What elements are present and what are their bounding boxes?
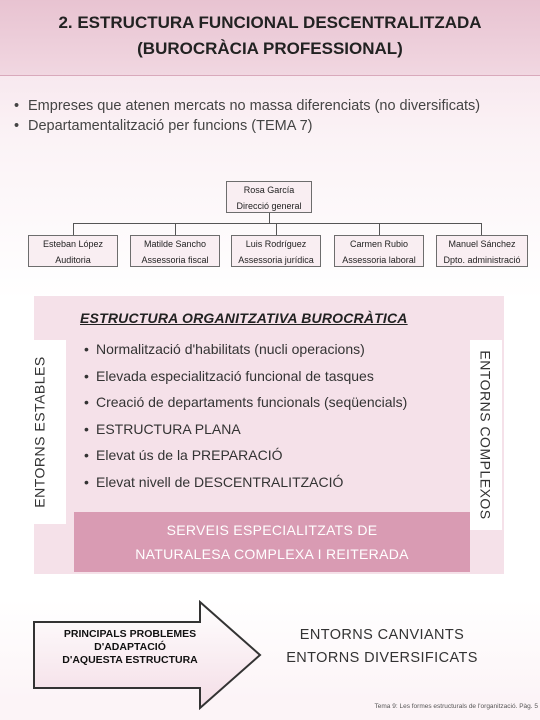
feature-item xyxy=(84,363,464,390)
feature-item xyxy=(84,336,464,363)
bullet-icon: • xyxy=(14,118,20,134)
org-person-name: Matilde Sancho xyxy=(143,239,207,249)
feature-item xyxy=(84,442,464,469)
diversified-environments: ENTORNS DIVERSIFICATS xyxy=(286,650,478,666)
org-person-name: Esteban López xyxy=(42,239,104,249)
connector-line xyxy=(379,223,380,235)
bullet-icon: • xyxy=(84,473,89,490)
services-line-2: NATURALESA COMPLEXA I REITERADA xyxy=(135,546,409,562)
page-title-line-1: 2. ESTRUCTURA FUNCIONAL DESCENTRALITZADA xyxy=(58,13,482,32)
feature-item xyxy=(84,416,464,443)
page-title-line-2: (BUROCRÀCIA PROFESSIONAL) xyxy=(137,39,403,58)
intro-bullet-text: Departamentalització per funcions (TEMA 7) xyxy=(28,118,313,134)
bullet-icon: • xyxy=(84,420,89,437)
environments-block xyxy=(262,624,502,670)
org-person-role: Assessoria fiscal xyxy=(141,255,209,265)
feature-text: ESTRUCTURA PLANA xyxy=(96,420,241,437)
arrow-text xyxy=(38,628,222,667)
arrow-text-line-2: D'ADAPTACIÓ xyxy=(94,641,166,653)
feature-text: Elevat ús de la PREPARACIÓ xyxy=(96,447,283,463)
feature-text: Creació de departaments funcionals (seqüencials) xyxy=(96,394,408,410)
org-person-role: Direcció general xyxy=(236,201,302,211)
org-box-director xyxy=(226,181,312,213)
complex-environments-label: ENTORNS COMPLEXOS xyxy=(478,350,494,520)
panel-heading: ESTRUCTURA ORGANITZATIVA BUROCRÀTICA xyxy=(80,310,408,326)
connector-line xyxy=(73,223,74,235)
org-box-assessoria-juridica xyxy=(231,235,321,267)
feature-text: Normalització d'habilitats (nucli operacions) xyxy=(96,341,365,357)
org-person-name: Carmen Rubio xyxy=(349,239,409,249)
bullet-icon: • xyxy=(84,394,89,410)
feature-item xyxy=(84,469,464,496)
arrow-text-line-3: D'AQUESTA ESTRUCTURA xyxy=(62,654,198,666)
connector-line xyxy=(73,223,481,224)
feature-text: Elevat nivell de DESCENTRALITZACIÓ xyxy=(96,473,344,490)
page-footer: Tema 9: Les formes estructurals de l'organització. Pàg. 5 xyxy=(374,703,538,710)
services-line-1: SERVEIS ESPECIALITZATS DE xyxy=(166,522,378,538)
org-person-role: Dpto. administració xyxy=(443,255,521,265)
connector-line xyxy=(481,223,482,235)
org-person-name: Manuel Sánchez xyxy=(448,239,516,249)
bullet-icon: • xyxy=(14,98,20,114)
changing-environments: ENTORNS CANVIANTS xyxy=(299,627,465,643)
connector-line xyxy=(276,223,277,235)
bullet-icon: • xyxy=(84,341,89,357)
feature-list xyxy=(84,336,464,495)
bullet-icon: • xyxy=(84,367,89,384)
org-chart xyxy=(0,0,540,300)
stable-environments-label: ENTORNS ESTABLES xyxy=(32,356,49,508)
complex-environments-label-box xyxy=(470,340,502,530)
connector-line xyxy=(175,223,176,235)
feature-item xyxy=(84,389,464,416)
org-person-name: Rosa García xyxy=(243,185,295,195)
services-bar xyxy=(74,512,470,572)
bullet-icon: • xyxy=(84,447,89,463)
arrow-text-line-1: PRINCIPALS PROBLEMES xyxy=(63,628,197,640)
org-box-auditoria xyxy=(28,235,118,267)
org-person-role: Assessoria jurídica xyxy=(238,255,314,265)
org-box-assessoria-laboral xyxy=(334,235,424,267)
org-box-assessoria-fiscal xyxy=(130,235,220,267)
org-person-role: Auditoria xyxy=(55,255,91,265)
org-person-role: Assessoria laboral xyxy=(342,255,416,265)
stable-environments-label-box xyxy=(14,340,66,524)
org-person-name: Luis Rodríguez xyxy=(245,239,307,249)
org-box-dpto-administracio xyxy=(436,235,528,267)
intro-bullet-text: Empreses que atenen mercats no massa diferenciats (no diversificats) xyxy=(28,98,481,114)
feature-text: Elevada especialització funcional de tasques xyxy=(96,367,374,384)
problems-arrow xyxy=(32,600,264,710)
